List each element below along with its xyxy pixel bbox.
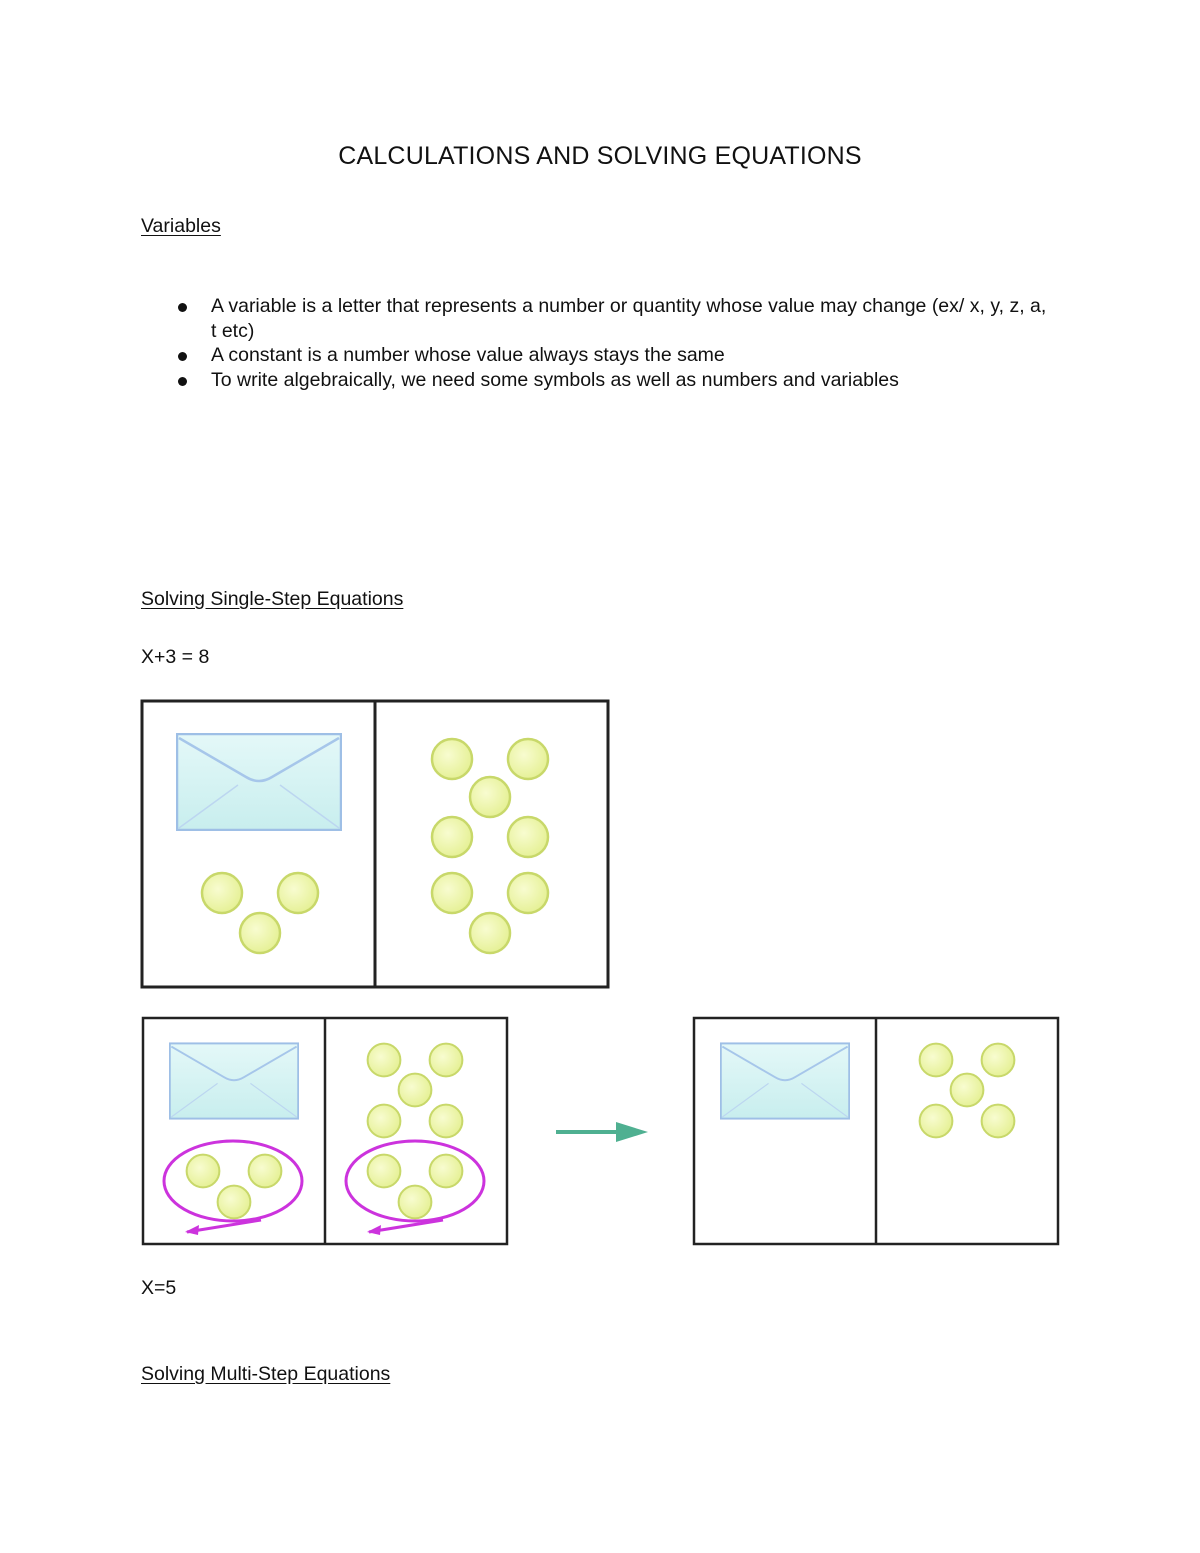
counter-icon <box>508 873 548 913</box>
bullet-icon <box>178 303 187 312</box>
transition-arrow-icon <box>554 1118 650 1146</box>
counter-icon <box>249 1155 282 1188</box>
counter-icon <box>951 1074 984 1107</box>
counter-icon <box>430 1105 463 1138</box>
bullet-item: A constant is a number whose value always stays the same <box>170 343 1050 368</box>
variables-heading: Variables <box>141 215 221 237</box>
single-step-heading: Solving Single-Step Equations <box>141 588 404 610</box>
counter-icon <box>368 1155 401 1188</box>
counter-icon <box>982 1105 1015 1138</box>
bullet-icon <box>178 352 187 361</box>
envelope-icon <box>721 1043 849 1118</box>
counter-icon <box>470 913 510 953</box>
variables-bullet-list <box>170 294 1050 392</box>
counter-icon <box>508 739 548 779</box>
counter-icon <box>368 1105 401 1138</box>
counter-icon <box>920 1044 953 1077</box>
counter-icon <box>432 739 472 779</box>
envelope-icon <box>177 734 341 830</box>
counter-icon <box>368 1044 401 1077</box>
counter-icon <box>920 1105 953 1138</box>
counter-icon <box>218 1186 251 1219</box>
counter-icon <box>432 817 472 857</box>
bullet-item: A variable is a letter that represents a number or quantity whose value may change (ex/ x, y, z, a, t etc) <box>170 294 1050 343</box>
bullet-icon <box>178 377 187 386</box>
envelope-icon <box>170 1043 298 1118</box>
counter-icon <box>508 817 548 857</box>
counter-icon <box>399 1074 432 1107</box>
balance-model-figure <box>140 699 610 989</box>
page-title: CALCULATIONS AND SOLVING EQUATIONS <box>338 142 862 170</box>
counter-icon <box>982 1044 1015 1077</box>
result-text: X=5 <box>141 1277 177 1299</box>
equation-text: X+3 = 8 <box>141 646 210 668</box>
counter-icon <box>399 1186 432 1219</box>
counter-icon <box>470 777 510 817</box>
counter-icon <box>432 873 472 913</box>
counter-icon <box>202 873 242 913</box>
solution-model-figure <box>692 1016 1062 1248</box>
counter-icon <box>278 873 318 913</box>
removal-step-figure <box>141 1016 511 1248</box>
bullet-item: To write algebraically, we need some symbols as well as numbers and variables <box>170 368 1050 393</box>
counter-icon <box>430 1155 463 1188</box>
counter-icon <box>240 913 280 953</box>
counter-icon <box>187 1155 220 1188</box>
multi-step-heading: Solving Multi-Step Equations <box>141 1363 391 1385</box>
counter-icon <box>430 1044 463 1077</box>
